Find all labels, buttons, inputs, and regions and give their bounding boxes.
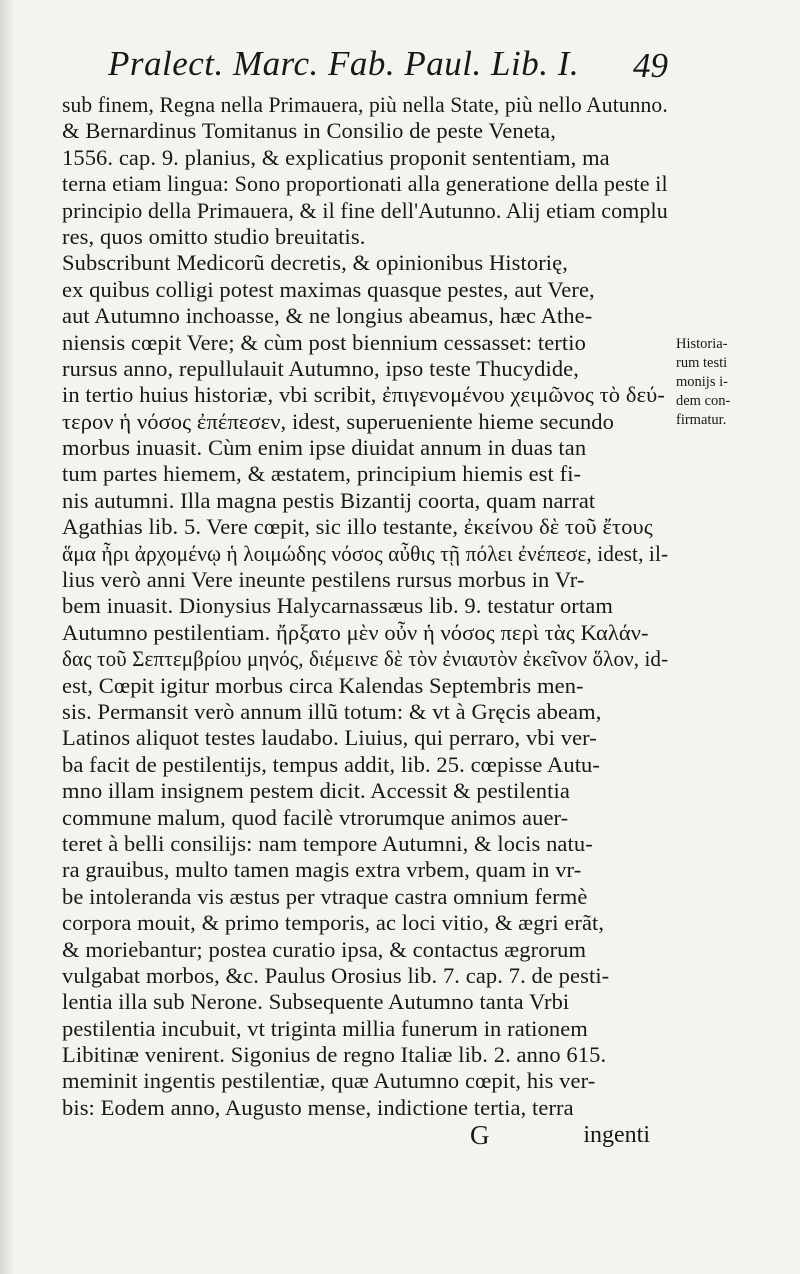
text-line: vulgabat morbos, &c. Paulus Orosius lib. 7. cap. 7. de pesti- (62, 962, 610, 988)
marginal-note-line: Historia- (676, 336, 728, 352)
text-line: be intoleranda vis æstus per vtraque castra omnium fermè (62, 883, 588, 909)
text-line: commune malum, quod facilè vtrorumque animos auer- (62, 804, 569, 830)
text-line: lius verò anni Vere ineunte pestilens rursus morbus in Vr- (62, 567, 585, 593)
text-line: lentia illa sub Nerone. Subsequente Autumno tanta Vrbi (62, 989, 570, 1015)
text-line: & Bernardinus Tomitanus in Consilio de peste Veneta, (62, 118, 556, 144)
text-line: bis: Eodem anno, Augusto mense, indictione tertia, terra (62, 1094, 574, 1120)
text-line: meminit ingentis pestilentiæ, quæ Autumno cœpit, his ver- (62, 1068, 596, 1094)
text-line: & moriebantur; postea curatio ipsa, & contactus ægrorum (62, 936, 587, 962)
marginal-note (676, 335, 786, 430)
text-line: ex quibus colligi potest maximas quasque pestes, aut Vere, (62, 276, 595, 302)
text-line: ra grauibus, multo tamen magis extra vrbem, quam in vr- (62, 857, 582, 883)
main-text-block (62, 92, 668, 1121)
text-line: rursus anno, repullulauit Autumno, ipso teste Thucydide, (62, 355, 579, 381)
text-line: aut Autumno inchoasse, & ne longius abeamus, hæc Athe- (62, 303, 593, 329)
text-line: niensis cœpit Vere; & cùm post biennium cessasset: tertio (62, 329, 586, 355)
text-line: Agathias lib. 5. Vere cœpit, sic illo testante, ἐκείνου δὲ τοῦ ἔτους (62, 514, 653, 540)
text-line: bem inuasit. Dionysius Halycarnassæus lib. 9. testatur ortam (62, 593, 613, 619)
page-header (108, 38, 668, 90)
catchword: ingenti (583, 1122, 650, 1148)
text-line: terna etiam lingua: Sono proportionati alla generatione della peste il (62, 171, 668, 197)
page-footer (62, 1117, 668, 1153)
text-line: ἅμα ἦρι ἀρχομένῳ ἡ λοιμώδης νόσος αὖθις τῇ πόλει ἐνέπεσε, idest, il- (62, 540, 669, 566)
text-line: 1556. cap. 9. planius, & explicatius proponit sententiam, ma (62, 144, 610, 170)
marginal-note-line: firmatur. (676, 412, 727, 428)
text-line: Autumno pestilentiam. ἤρξατο μὲν οὖν ἡ νόσος περὶ τὰς Καλάν- (62, 619, 649, 645)
page-number: 49 (633, 46, 668, 85)
text-line: τερον ἡ νόσος ἐπέπεσεν, idest, superueniente hieme secundo (62, 408, 615, 434)
text-line: mno illam insignem pestem dicit. Accessit & pestilentia (62, 778, 570, 804)
text-line: morbus inuasit. Cùm enim ipse diuidat annum in duas tan (62, 435, 587, 461)
text-line: Libitinæ venirent. Sigonius de regno Italiæ lib. 2. anno 615. (62, 1042, 607, 1068)
text-line: principio della Primauera, & il fine dell'Autunno. Alij etiam complu (62, 197, 668, 223)
text-line: teret à belli consilijs: nam tempore Autumni, & locis natu- (62, 830, 593, 856)
text-line: tum partes hiemem, & æstatem, principium hiemis est fi- (62, 461, 582, 487)
text-line: nis autumni. Illa magna pestis Bizantij coorta, quam narrat (62, 487, 596, 513)
marginal-note-line: dem con- (676, 393, 731, 409)
text-line: Latinos aliquot testes laudabo. Liuius, qui perraro, vbi ver- (62, 725, 597, 751)
text-line: ba facit de pestilentijs, tempus addit, lib. 25. cœpisse Autu- (62, 751, 600, 777)
text-line: est, Cœpit igitur morbus circa Kalendas Septembris men- (62, 672, 584, 698)
text-line: sis. Permansit verò annum illũ totum: & vt à Gręcis abeam, (62, 698, 602, 724)
text-line: res, quos omitto studio breuitatis. (62, 223, 366, 249)
text-line: δας τοῦ Σεπτεμβρίου μηνός, διέμεινε δὲ τὸν ἐνιαυτὸν ἐκεῖνον ὅλον, id- (62, 646, 669, 672)
marginal-note-line: rum testi (676, 355, 728, 371)
text-line: sub finem, Regna nella Primauera, più nella State, più nello Autunno. (62, 92, 668, 117)
page-edge-shadow (0, 0, 14, 1274)
text-line: in tertio huius historiæ, vbi scribit, ἐπιγενομένου χειμῶνος τὸ δεύ- (62, 382, 665, 408)
text-line: corpora mouit, & primo temporis, ac loci vitio, & ægri erãt, (62, 910, 605, 936)
signature-mark: G (470, 1120, 490, 1150)
marginal-note-line: monijs i- (676, 374, 728, 390)
text-line: pestilentia incubuit, vt triginta millia funerum in rationem (62, 1015, 588, 1041)
running-title: Pralect. Marc. Fab. Paul. Lib. I. (108, 44, 580, 83)
text-line: Subscribunt Medicorũ decretis, & opinionibus Historię, (62, 250, 568, 276)
